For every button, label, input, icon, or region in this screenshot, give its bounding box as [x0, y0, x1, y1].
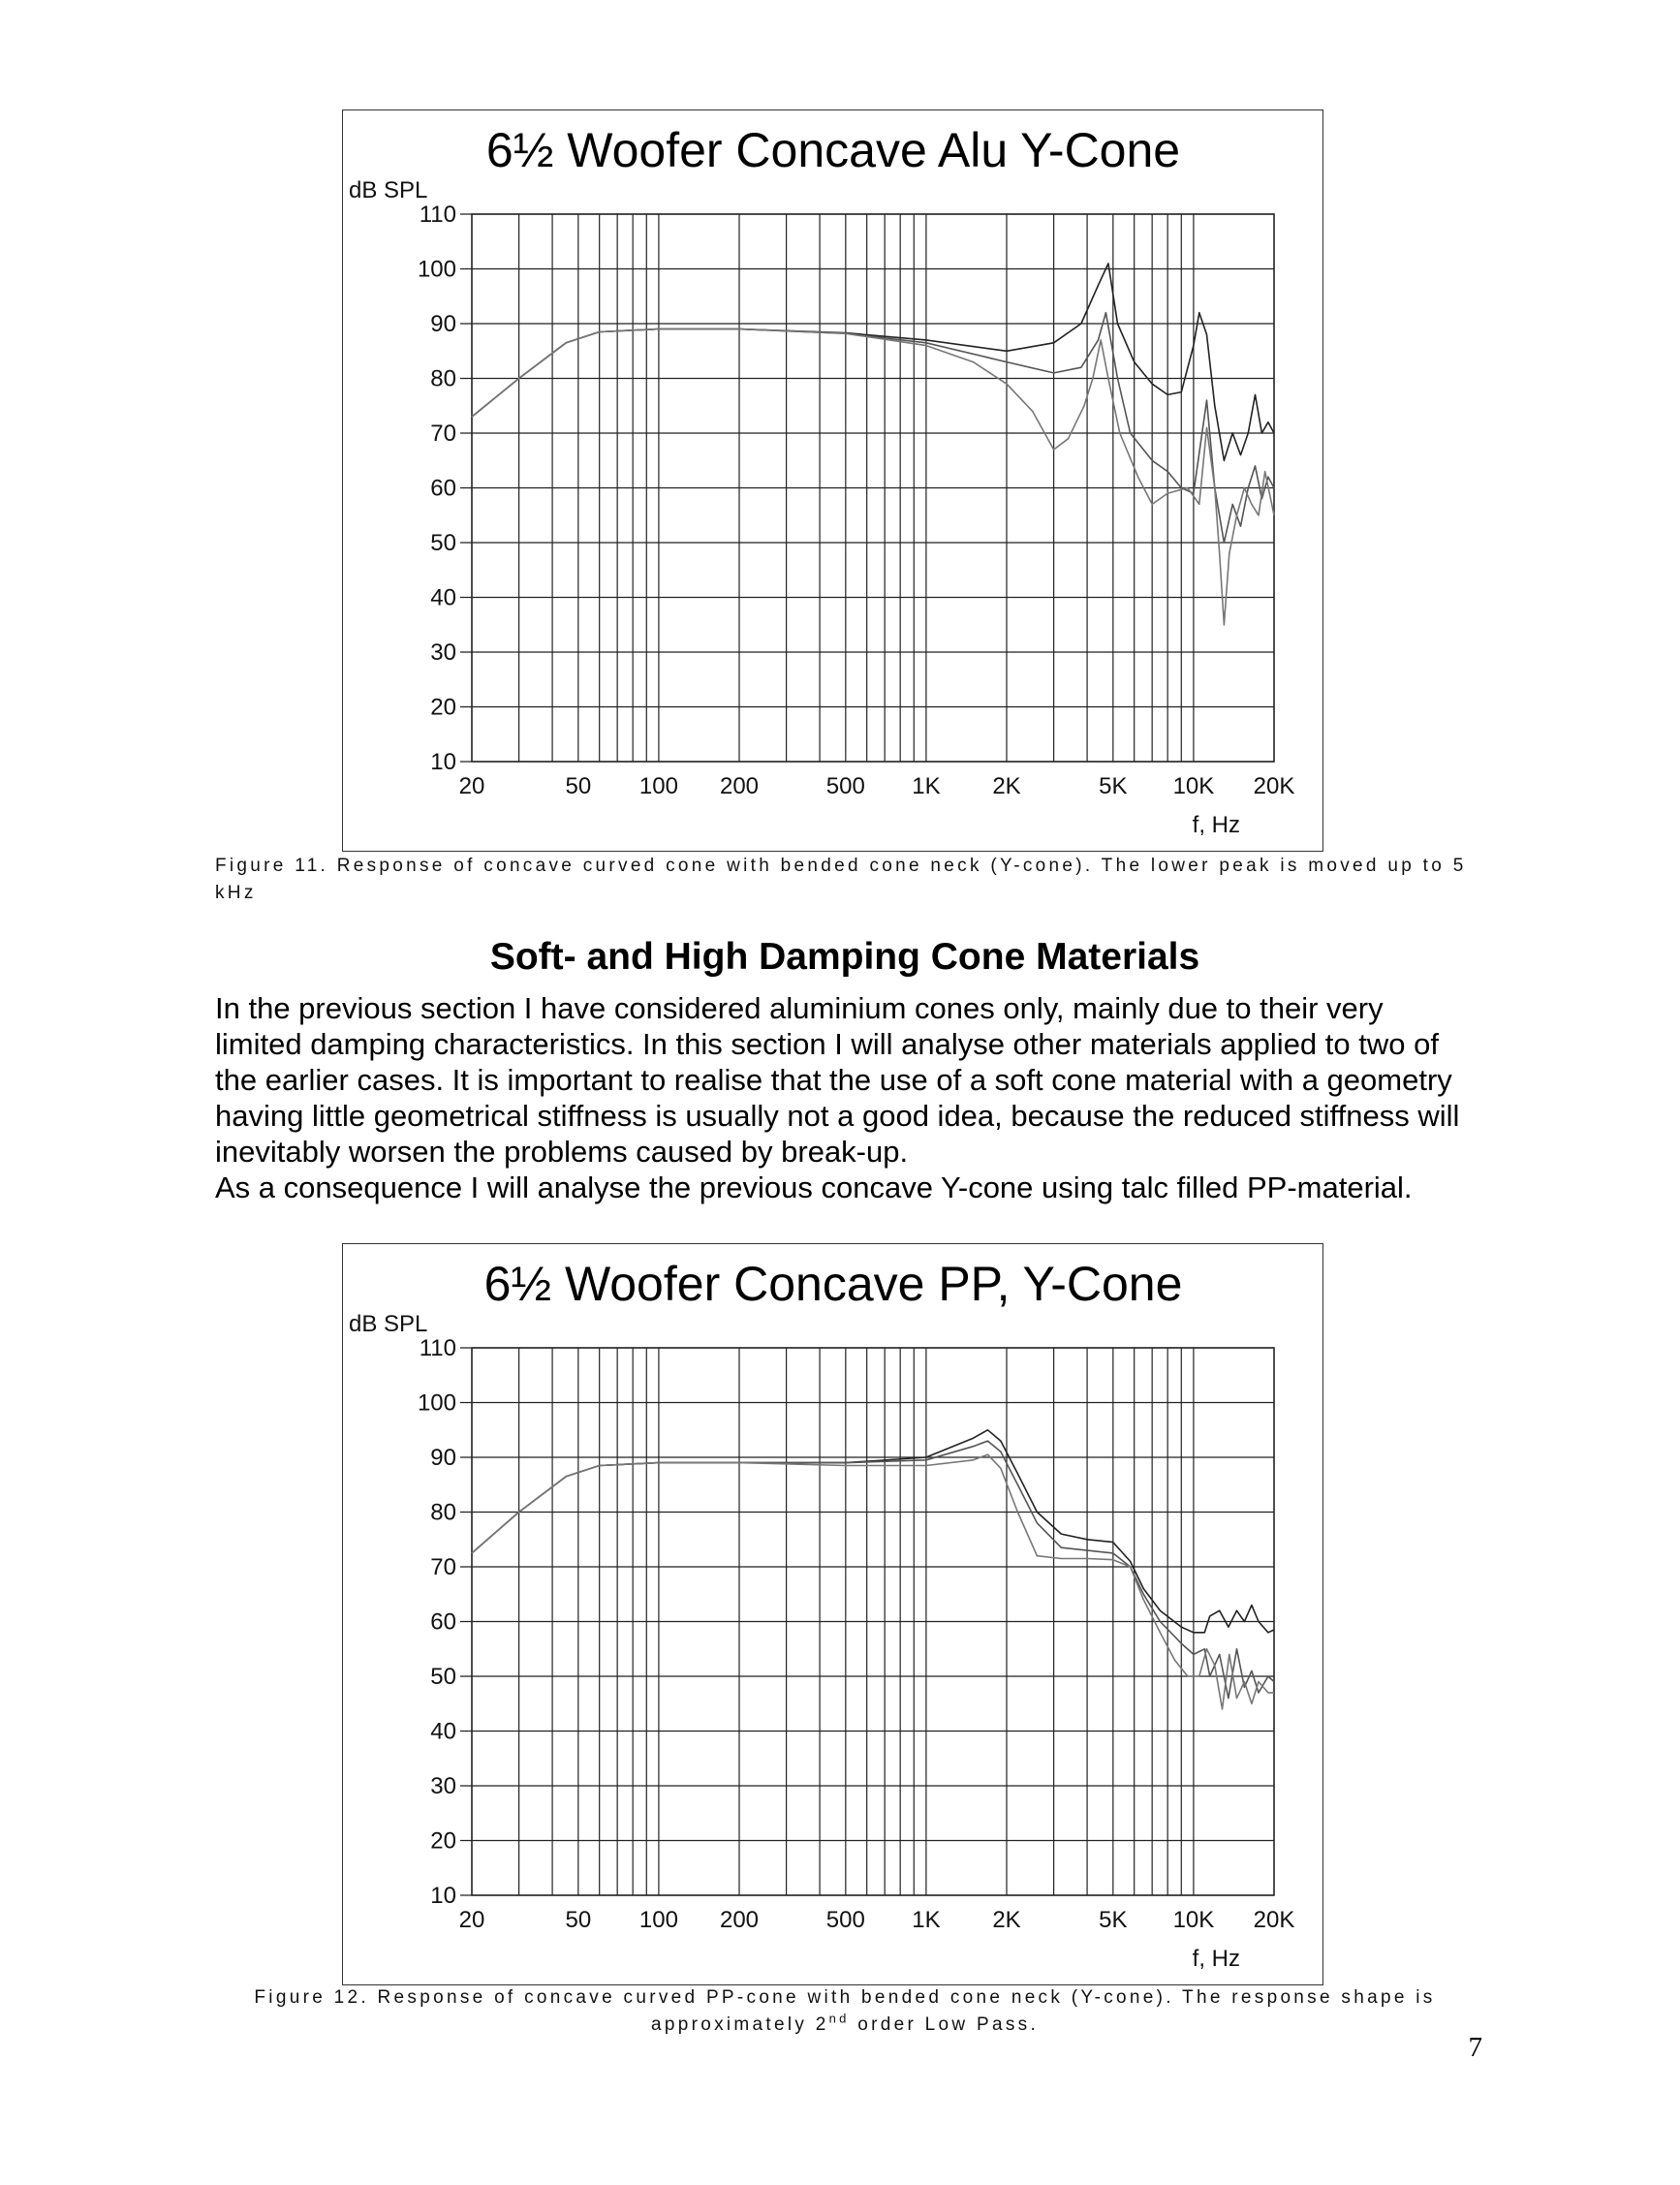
x-tick-label: 50 [565, 773, 592, 799]
x-tick-label: 20K [1253, 773, 1295, 799]
y-tick-label: 30 [430, 1773, 456, 1799]
y-tick-label: 70 [430, 1554, 456, 1580]
y-tick-label: 80 [430, 1499, 456, 1526]
series-line-1 [472, 264, 1274, 460]
x-tick-label: 100 [638, 773, 678, 799]
figure-12-svg [343, 1244, 1324, 1986]
series-line-2 [472, 1441, 1274, 1699]
y-tick-label: 30 [430, 640, 456, 666]
x-tick-label: 20 [458, 1907, 485, 1933]
x-tick-label: 1K [912, 1907, 941, 1933]
y-tick-label: 40 [430, 1718, 456, 1745]
y-tick-label: 90 [430, 1445, 456, 1471]
x-tick-label: 10K [1172, 773, 1215, 799]
y-tick-label: 80 [430, 365, 456, 392]
y-tick-label: 10 [430, 749, 456, 775]
y-tick-label: 90 [430, 311, 456, 337]
body-paragraph-2: As a consequence I will analyse the previous concave Y-cone using talc filled PP-material. [215, 1171, 1413, 1204]
figure-12-caption-text-end: order Low Pass. [849, 2014, 1040, 2035]
y-tick-label: 50 [430, 1664, 456, 1690]
chart-title: 6½ Woofer Concave PP, Y-Cone [483, 1257, 1183, 1311]
figure-11-svg [343, 110, 1324, 853]
figure-11-chart [342, 109, 1323, 852]
figure-12-caption [215, 1984, 1475, 2039]
y-tick-label: 100 [417, 1389, 456, 1417]
x-tick-label: 500 [825, 1907, 865, 1933]
figure-11-caption: Figure 11. Response of concave curved cone with bended cone neck (Y-cone). The lower peak is moved up to 5 kHz [215, 856, 1467, 903]
x-tick-label: 20K [1253, 1907, 1295, 1933]
series-line-3 [472, 329, 1274, 625]
x-axis-label: f, Hz [1192, 812, 1240, 838]
y-tick-label: 100 [417, 256, 456, 283]
x-tick-label: 2K [992, 773, 1021, 799]
body-text [215, 990, 1475, 1205]
body-paragraph-1: In the previous section I have considered aluminium cones only, mainly due to their very limited damping characteristics. In this section I will analyse other materials applied to two of the earlier cases. It is important to realise that the use of a soft cone material with a geometry having little geometrical stiffness is usually not a good idea, because the reduced stiffness will inevitably worsen the problems caused by break-up. [215, 991, 1460, 1169]
page-number: 7 [1468, 2032, 1482, 2063]
x-tick-label: 10K [1172, 1907, 1215, 1933]
series-line-2 [472, 313, 1274, 543]
y-tick-label: 10 [430, 1883, 456, 1909]
series-line-1 [472, 1430, 1274, 1633]
x-tick-label: 200 [719, 773, 760, 799]
y-tick-label: 20 [430, 1827, 456, 1855]
figure-12-chart [342, 1243, 1323, 1985]
x-tick-label: 100 [638, 1907, 678, 1933]
section-heading: Soft- and High Damping Cone Materials [489, 936, 1200, 978]
x-tick-label: 5K [1099, 1907, 1128, 1933]
y-tick-label: 110 [419, 1335, 456, 1361]
chart-title: 6½ Woofer Concave Alu Y-Cone [485, 123, 1181, 177]
y-tick-label: 20 [430, 694, 456, 721]
x-tick-label: 200 [719, 1907, 760, 1933]
x-tick-label: 50 [565, 1907, 592, 1933]
y-axis-label: dB SPL [349, 177, 428, 203]
y-tick-label: 60 [430, 475, 456, 502]
y-tick-label: 50 [430, 530, 456, 556]
x-axis-label: f, Hz [1192, 1946, 1240, 1972]
figure-12-caption-superscript: nd [828, 2011, 850, 2026]
y-tick-label: 70 [430, 421, 456, 447]
y-tick-label: 40 [430, 584, 456, 611]
series-line-3 [472, 1454, 1274, 1709]
x-tick-label: 20 [458, 773, 485, 799]
y-tick-label: 60 [430, 1608, 456, 1636]
y-axis-label: dB SPL [349, 1311, 428, 1337]
y-tick-label: 110 [419, 202, 456, 228]
figure-12-caption-text: Figure 12. Response of concave curved PP-cone with bended cone neck (Y-cone). The response shape is approximately 2 [254, 1987, 1436, 2035]
x-tick-label: 2K [992, 1907, 1021, 1933]
x-tick-label: 5K [1099, 773, 1128, 799]
x-tick-label: 500 [825, 773, 865, 799]
x-tick-label: 1K [912, 773, 941, 799]
